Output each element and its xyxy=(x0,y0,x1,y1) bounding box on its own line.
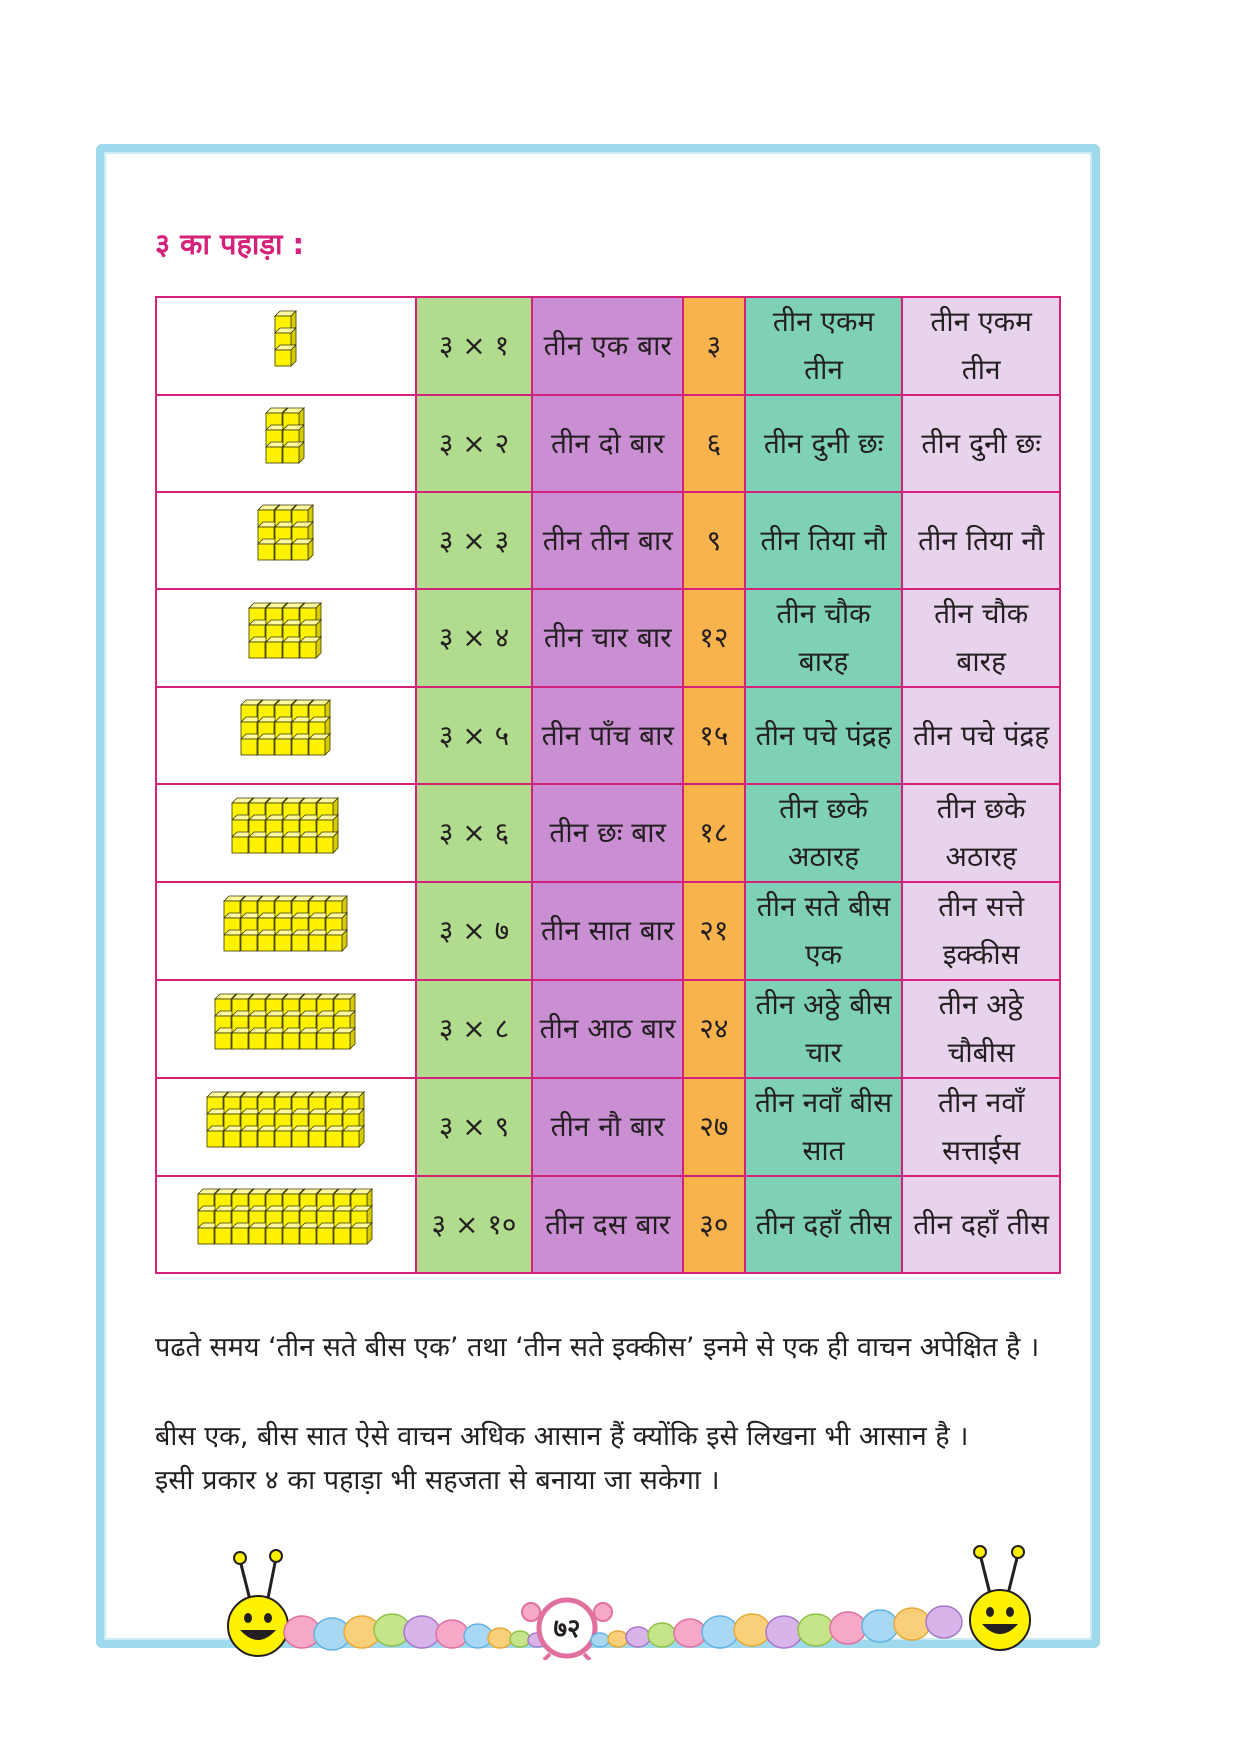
cube-stack-icon xyxy=(223,895,349,953)
answer-cell: १८ xyxy=(683,784,745,882)
words-times-cell: तीन सात बार xyxy=(532,882,682,980)
reading-one-cell: तीन सते बीस एक xyxy=(745,882,903,980)
paragraph-reading-note: पढते समय ‘तीन सते बीस एक’ तथा ‘तीन सते इक्कीस’ इनमे से एक ही वाचन अपेक्षित है । xyxy=(155,1332,1040,1363)
page-heading: ३ का पहाड़ा : xyxy=(155,227,305,261)
answer-cell: १२ xyxy=(683,589,745,687)
words-times-cell: तीन तीन बार xyxy=(532,492,682,589)
multiplication-cell: ३ × ४ xyxy=(416,589,533,687)
cube-icon xyxy=(275,345,296,366)
words-times-cell: तीन दस बार xyxy=(532,1176,682,1273)
cube-stack-cell xyxy=(156,980,416,1078)
reading-two-cell: तीन सत्ते इक्कीस xyxy=(902,882,1060,980)
cube-icon xyxy=(351,1223,372,1244)
table-row xyxy=(156,784,1060,882)
cube-icon xyxy=(326,930,347,951)
answer-cell: ६ xyxy=(683,395,745,492)
reading-two-cell: तीन अठ्ठे चौबीस xyxy=(902,980,1060,1078)
table-row xyxy=(156,980,1060,1078)
words-times-cell: तीन दो बार xyxy=(532,395,682,492)
cube-stack-cell xyxy=(156,492,416,589)
reading-one-cell: तीन चौक बारह xyxy=(745,589,903,687)
reading-two-cell: तीन चौक बारह xyxy=(902,589,1060,687)
right-caterpillar-body xyxy=(591,1606,962,1648)
multiplication-cell: ३ × २ xyxy=(416,395,533,492)
words-times-cell: तीन नौ बार xyxy=(532,1078,682,1176)
words-times-cell: तीन चार बार xyxy=(532,589,682,687)
paragraph-table-four: इसी प्रकार ४ का पहाड़ा भी सहजता से बनाया जा सकेगा । xyxy=(155,1465,720,1496)
multiplication-cell: ३ × १ xyxy=(416,297,533,395)
cube-stack-icon xyxy=(231,797,340,855)
reading-one-cell: तीन पचे पंद्रह xyxy=(745,687,903,784)
words-times-cell: तीन छः बार xyxy=(532,784,682,882)
multiplication-cell: ३ × १० xyxy=(416,1176,533,1273)
page-number: ७२ xyxy=(553,1614,581,1644)
table-row xyxy=(156,297,1060,395)
reading-one-cell: तीन छके अठारह xyxy=(745,784,903,882)
cube-stack-cell xyxy=(156,1078,416,1176)
cube-stack-cell xyxy=(156,1176,416,1273)
answer-cell: ३० xyxy=(683,1176,745,1273)
paragraph-easy-reading: बीस एक, बीस सात ऐसे वाचन अधिक आसान हैं क्योंकि इसे लिखना भी आसान है । xyxy=(155,1421,969,1452)
table-row xyxy=(156,1078,1060,1176)
reading-two-cell: तीन पचे पंद्रह xyxy=(902,687,1060,784)
cube-icon xyxy=(343,1126,364,1147)
reading-two-cell: तीन दहाँ तीस xyxy=(902,1176,1060,1273)
cube-icon xyxy=(309,734,330,755)
right-caterpillar-head-icon xyxy=(970,1546,1030,1650)
cube-stack-icon xyxy=(197,1188,374,1246)
multiplication-cell: ३ × ५ xyxy=(416,687,533,784)
cube-icon xyxy=(334,1028,355,1049)
cube-stack-icon xyxy=(265,407,306,465)
reading-one-cell: तीन नवाँ बीस सात xyxy=(745,1078,903,1176)
words-times-cell: तीन एक बार xyxy=(532,297,682,395)
left-caterpillar-body xyxy=(284,1614,546,1650)
cube-stack-cell xyxy=(156,589,416,687)
cube-stack-icon xyxy=(257,504,315,562)
answer-cell: २१ xyxy=(683,882,745,980)
reading-one-cell: तीन दहाँ तीस xyxy=(745,1176,903,1273)
table-row xyxy=(156,395,1060,492)
caterpillar-decoration xyxy=(200,1540,1040,1660)
table-row xyxy=(156,687,1060,784)
left-caterpillar-head-icon xyxy=(228,1550,288,1656)
cube-stack-icon xyxy=(274,310,298,368)
reading-two-cell: तीन एकम तीन xyxy=(902,297,1060,395)
cube-stack-icon xyxy=(240,699,332,757)
reading-two-cell: तीन तिया नौ xyxy=(902,492,1060,589)
reading-two-cell: तीन दुनी छः xyxy=(902,395,1060,492)
alarm-clock-icon xyxy=(522,1600,612,1660)
answer-cell: १५ xyxy=(683,687,745,784)
cube-icon xyxy=(283,442,304,463)
cube-stack-icon xyxy=(214,993,357,1051)
multiplication-cell: ३ × ६ xyxy=(416,784,533,882)
reading-one-cell: तीन दुनी छः xyxy=(745,395,903,492)
reading-two-cell: तीन छके अठारह xyxy=(902,784,1060,882)
reading-one-cell: तीन तिया नौ xyxy=(745,492,903,589)
reading-two-cell: तीन नवाँ सत्ताईस xyxy=(902,1078,1060,1176)
multiplication-table xyxy=(155,296,1061,1274)
table-row xyxy=(156,589,1060,687)
words-times-cell: तीन पाँच बार xyxy=(532,687,682,784)
multiplication-cell: ३ × ३ xyxy=(416,492,533,589)
cube-icon xyxy=(292,539,313,560)
answer-cell: २४ xyxy=(683,980,745,1078)
reading-one-cell: तीन अठ्ठे बीस चार xyxy=(745,980,903,1078)
answer-cell: २७ xyxy=(683,1078,745,1176)
cube-stack-icon xyxy=(248,602,323,660)
table-row xyxy=(156,1176,1060,1273)
cube-icon xyxy=(317,832,338,853)
words-times-cell: तीन आठ बार xyxy=(532,980,682,1078)
table-row xyxy=(156,882,1060,980)
multiplication-cell: ३ × ९ xyxy=(416,1078,533,1176)
cube-stack-cell xyxy=(156,297,416,395)
cube-stack-icon xyxy=(206,1091,366,1149)
cube-stack-cell xyxy=(156,784,416,882)
cube-stack-cell xyxy=(156,882,416,980)
answer-cell: ३ xyxy=(683,297,745,395)
multiplication-cell: ३ × ७ xyxy=(416,882,533,980)
cube-stack-cell xyxy=(156,687,416,784)
multiplication-cell: ३ × ८ xyxy=(416,980,533,1078)
answer-cell: ९ xyxy=(683,492,745,589)
cube-stack-cell xyxy=(156,395,416,492)
reading-one-cell: तीन एकम तीन xyxy=(745,297,903,395)
cube-icon xyxy=(300,637,321,658)
table-row xyxy=(156,492,1060,589)
